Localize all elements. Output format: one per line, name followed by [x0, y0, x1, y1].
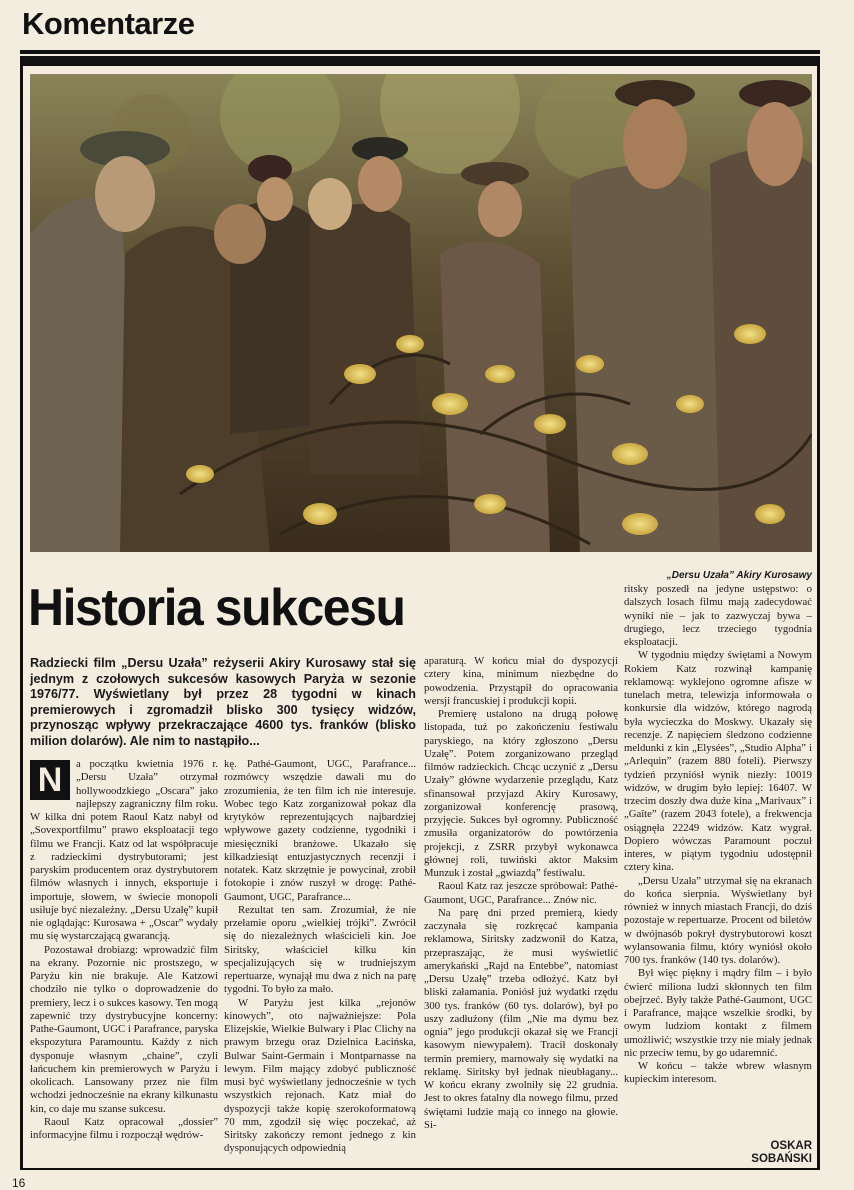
photo-caption: „Dersu Uzała” Akiry Kurosawy [666, 570, 812, 581]
article-paragraph: W końcu – także wbrew własnym kupieckim interesom. [624, 1060, 812, 1086]
article-paragraph: „Dersu Uzała” utrzymał się na ekranach do końca sierpnia. Wyświetlany był również w innych miastach Francji, do dziś pozostaje w repertuarze. Procent od biletów w dwójnasób pokrył dystrybutorowi koszt wylansowania filmu, który wyniósł około 700 tys. franków (140 tys. dolarów). [624, 874, 812, 966]
film-still-photo [30, 74, 812, 552]
article-lead: Radziecki film „Dersu Uzała” reżyserii Akiry Kurosawy stał się jednym z czołowych sukcesów kasowych Paryża w sezonie 1976/77. Wyświetlany był przez 28 tygodni w kinach premierowych i zgromadził blisko 300 tysięcy widzów, przynosząc wpływy przekraczające 4600 tys. franków (blisko milion dolarów). Ale nim to nastąpiło... [30, 656, 416, 748]
dropcap: N [30, 760, 70, 800]
article-paragraph: Był więc piękny i mądry film – i było ćwierć miliona ludzi skłonnych ten film obejrzeć. Były także Pathé-Gaumont, UGC i Parafrance, mające wszelkie środki, by owym ludziom kontakt z filmem umożliwić; wszystkie trzy nie miały jednak nic przeciw temu, by go udaremnić. [624, 967, 812, 1059]
article-paragraph: Premierę ustalono na drugą połowę listopada, tuż po zakończeniu festiwalu paryskiego, na który zgłoszono „Dersu Uzałę”. Potem zorganizowano przegląd filmów radzieckich. Chcąc uczynić z „Dersu Uzały” główne wydarzenie przeglądu, Katz sfinansował przyjazd Akiry Kurosawy, zorganizował konferencję prasową, przyjęcie. Sukces był ogromny. Publiczność zmusiła organizatorów do powtórzenia projekcji, z ZSRR przybył wykonawca głównej roli, tuwiński aktor Maksim Munzuk i został „gwiazdą” festiwalu. [424, 708, 618, 879]
page-number: 16 [12, 1176, 26, 1190]
article-headline: Historia sukcesu [28, 579, 405, 637]
article-column-4 [624, 583, 812, 1087]
article-paragraph: Rezultat ten sam. Zrozumiał, że nie przełamie oporu „wielkiej trójki”. Zwrócił się do niezależnych właścicieli kin. Joe Siritsky, właściciel kilku kin specjalizujących się w trudniejszym repertuarze, wynajął mu dwa z nich na parę tygodni. To było za mało. [224, 903, 416, 996]
article-column-2 [224, 758, 416, 1156]
author-last-name: SOBAŃSKI [751, 1153, 812, 1165]
article-paragraph: Raoul Katz raz jeszcze spróbował: Pathé-Gaumont, UGC, Parafrance... Znów nic. [424, 880, 618, 906]
frame-left-line [20, 66, 23, 1170]
article-paragraph: W Paryżu jest kilka „rejonów kinowych”, oto najważniejsze: Pola Elizejskie, Wielkie Bulwary i Plac Clichy na prawym brzegu oraz Dzielnica Łacińska, Bulwar Saint-Germain i Montparnasse na lewym. Film mający zdobyć publiczność musi być wyświetlany jednocześnie w tych wszystkich rejonach. Katz miał do dyspozycji także kopię szerokoformatową 70 mm, zgodził się więc poczekać, aż Siritsky zakończy remont jednego z kin dysponujących odpowiednią [224, 996, 416, 1155]
article-paragraph: Raoul Katz opracował „dossier” informacyjne filmu i rozpoczął wędrów- [30, 1115, 218, 1141]
article-paragraph: Na parę dni przed premierą, kiedy zaczynała się rozkręcać kampania reklamowa, Siritsky zadzwonił do Katza, przepraszając, że musi wyświetlić amerykański „Rajd na Entebbe”, natomiast „Dersu Uzałę” trzeba odłożyć. Katz był bliski załamania. Poniósł już wydatki rzędu 300 tys. franków (60 tys. dolarów), był po uszy zadłużony (film „Nie ma dymu bez ognia” jego produkcji okazał się we Francji kasowym niewypałem). Tracił doskonały termin premiery, marnowały się wydatki na reklamę. Siritsky był jednak nieubłagany... W końcu ekrany zwolniły się 22 grudnia. Jest to okres fatalny dla nowego filmu, przed świętami ludzie mają co innego na głowie. Si- [424, 906, 618, 1131]
article-paragraph: aparaturą. W końcu miał do dyspozycji cztery kina, minimum niezbędne do powodzenia. Przystąpił do opracowania wersji francuskiej i produkcji kopii. [424, 655, 618, 707]
film-still-photo-icon [30, 74, 812, 552]
header-rule [20, 50, 820, 66]
frame-right-line [817, 66, 820, 1170]
article-paragraph: kę. Pathé-Gaumont, UGC, Parafrance... rozmówcy wszędzie dawali mu do zrozumienia, że ten film ich nie interesuje. Wobec tego Katz zorganizował pokaz dla krytyków reprezentujących najbardziej wpływowe gazety codzienne, tygodniki i miesięczniki branżowe. Ukazało się kilkadziesiąt entuzjastycznych recenzji i notatek. Katz skrzętnie je powycinał, zrobił fotokopie i znów ruszył w drogę: Pathé-Gaumont, UGC, Parafrance... [224, 758, 416, 903]
article-paragraph: W tygodniu między świętami a Nowym Rokiem Katz rozwinął kampanię reklamową: wyklejono ogromne afisze w tunelach metra, telewizja informowała o konkursie dla widzów, którego nagrodą była wycieczka do Moskwy. Ukazały się recenzje. Z napięciem śledzono codzienne meldunki z kin „Elysées”, „Studio Alpha” i „Arlequin” (razem 880 foteli). Pierwszy tydzień przyniósł wynik niezły: 10019 widzów, w drugim było lepiej: 16407. W trzecim doszły dwa duże kina „Marivaux” i „Gaîte” (razem 2043 fotele), a frekwencja osiągnęła 22249 widzów. Katz wygrał. Dopiero wówczas Paramount poczuł interes, w piątym tygodniu udostępnił cztery kina. [624, 649, 812, 874]
section-title: Komentarze [22, 6, 195, 41]
article-paragraph: ritsky poszedł na jedyne ustępstwo: o dalszych losach filmu mają zadecydować wyniki nie – jak to zazwyczaj bywa – drugiego, lecz trzeciego tygodnia eksploatacji. [624, 583, 812, 648]
article-column-1 [30, 758, 218, 1142]
paragraph-text: a początku kwietnia 1976 r. „Dersu Uzała” otrzymał hollywoodzkiego „Oscara” jako najlepszy zagraniczny film roku. W kilka dni potem Raoul Katz nabył od „Sovexportfilmu” prawo eksploatacji tego filmu we Francji. Katz od lat współpracuje z radzieckimi dystrybutorami; jest paryskim producentem oraz dystrybutorem filmów własnych i innych, eksportuje i importuje, słowem, w świecie monopoli usiłuje być niezależny. „Dersu Uzałę” kupił nie oglądając: Kurosawa + „Oscar” wydały mu się wystarczającą gwarancją. [30, 758, 218, 943]
article-column-3 [424, 655, 618, 1132]
footer-rule [20, 1168, 820, 1170]
author-byline [700, 1140, 812, 1166]
article-paragraph [30, 758, 218, 944]
author-first-name: OSKAR [770, 1140, 812, 1152]
article-paragraph: Pozostawał drobiazg: wprowadzić film na ekrany. Pozornie nic prostszego, w Paryżu kin nie brakuje. Ale Katzowi chodziło nie tylko o doprowadzenie do premiery, lecz i o sukces kasowy. Ten mogą zapewnić trzy dystrybucyjne koncerny: Pathe-Gaumont, UGC i Parafrance, paryska ekspozytura Paramountu. Każdy z nich dysponuje własnym „chaine”, czyli łańcuchem kin premierowych w Paryżu i okolicach. Lansowany przez nie film wchodzi jednocześnie na ekrany kilkunastu kin, co daje mu szanse sukcesu. [30, 943, 218, 1115]
